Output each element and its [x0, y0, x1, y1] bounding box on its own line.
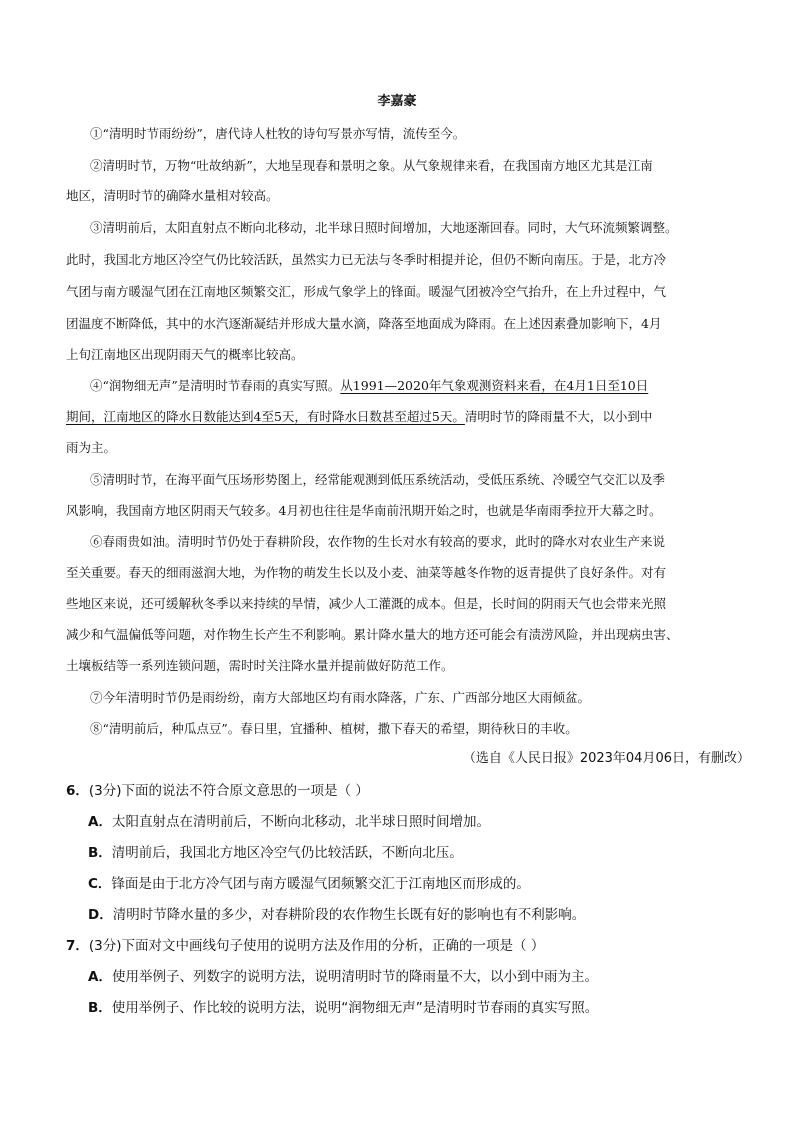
paragraph-4-tail: 清明时节的降雨量不大，以小到中 [464, 409, 653, 424]
question-6-number: 6． [66, 783, 89, 799]
paragraph-6-line-2: 至关重要。春天的细雨滋润大地，为作物的萌发生长以及小麦、油菜等越冬作物的返青提供了良好条件。对有 [66, 565, 667, 580]
option-label: B． [88, 845, 112, 861]
option-label: B． [88, 1000, 112, 1016]
option-label: C． [88, 876, 112, 892]
underlined-sentence-part-2: 期间，江南地区的降水日数能达到4至5天，有时降水日数甚至超过5天。 [66, 409, 465, 424]
option-text: 使用举例子、列数字的说明方法，说明清明时节的降雨量不大，以小到中雨为主。 [111, 969, 598, 985]
option-text: 太阳直射点在清明前后，不断向北移动，北半球日照时间增加。 [111, 814, 490, 830]
paragraph-3-line-4: 团温度不断降低，其中的水汽逐渐凝结并形成大量水滴，降落至地面成为降雨。在上述因素叠加影响下，4月 [66, 316, 662, 331]
paragraph-2-line-2: 地区，清明时节的确降水量相对较高。 [66, 188, 279, 203]
option-text: 清明时节降水量的多少，对春耕阶段的农作物生长既有好的影响也有不利影响。 [112, 907, 586, 923]
paragraph-3-line-5: 上旬江南地区出现阴雨天气的概率比较高。 [66, 347, 304, 362]
author-name: 李嘉豪 [377, 94, 417, 109]
paragraph-3-line-3: 气团与南方暖湿气团在江南地区频繁交汇，形成气象学上的锋面。暖湿气团被冷空气抬升，在上升过程中，气 [66, 284, 667, 299]
paragraph-5-line-1: ⑤清明时节，在海平面气压场形势图上，经常能观测到低压系统活动，受低压系统、冷暖空气交汇以及季 [90, 472, 666, 487]
source-citation: （选自《人民日报》2023年04月06日，有删改） [462, 751, 750, 766]
question-6-option-b[interactable] [88, 843, 748, 863]
question-7-text: (3分)下面对文中画线句子使用的说明方法及作用的分析，正确的一项是（ ） [88, 938, 545, 954]
option-text: 锋面是由于北方冷气团与南方暖湿气团频繁交汇于江南地区而形成的。 [111, 876, 530, 892]
question-6-stem [66, 781, 746, 801]
paragraph-1-line-1: ①“清明时节雨纷纷”，唐代诗人杜牧的诗句写景亦写情，流传至今。 [90, 126, 466, 141]
option-text: 使用举例子、作比较的说明方法，说明“润物细无声”是清明时节春雨的真实写照。 [111, 1000, 599, 1016]
paragraph-2-line-1: ②清明时节，万物“吐故纳新”，大地呈现春和景明之象。从气象规律来看，在我国南方地区尤其是江南 [90, 158, 653, 173]
question-7-number: 7． [66, 938, 89, 954]
underlined-sentence-part-1: 从1991—2020年气象观测资料来看，在4月1日至10日 [340, 378, 649, 393]
paragraph-6-line-4: 减少和气温偏低等问题，对作物生长产生不利影响。累计降水量大的地方还可能会有渍涝风险，并出现病虫害、 [66, 627, 679, 642]
paragraph-4-lead: ④“润物细无声”是清明时节春雨的真实写照。 [90, 378, 341, 393]
option-label: A． [88, 969, 112, 985]
paragraph-8-line-1: ⑧“清明前后，种瓜点豆”。春日里，宜播种、植树，撒下春天的希望，期待秋日的丰收。 [90, 721, 578, 736]
paragraph-4-line-1 [90, 376, 730, 396]
paragraph-4-line-3: 雨为主。 [66, 440, 117, 455]
paragraph-3-line-2: 此时，我国北方地区冷空气仍比较活跃，虽然实力已无法与冬季时相提并论，但仍不断向南压。于是，北方冷 [66, 252, 667, 267]
question-6-option-a[interactable] [88, 812, 748, 832]
paragraph-6-line-1: ⑥春雨贵如油。清明时节仍处于春耕阶段，农作物的生长对水有较高的要求，此时的降水对农业生产来说 [90, 534, 666, 549]
paragraph-6-line-5: 土壤板结等一系列连锁问题，需时时关注降水量并提前做好防范工作。 [66, 658, 454, 673]
paragraph-6-line-3: 些地区来说，还可缓解秋冬季以来持续的旱情，减少人工灌溉的成本。但是，长时间的阴雨天气也会带来光照 [66, 596, 667, 611]
question-6-option-c[interactable] [88, 874, 748, 894]
question-7-stem [66, 936, 746, 956]
paragraph-3-line-1: ③清明前后，太阳直射点不断向北移动，北半球日照时间增加，大地逐渐回春。同时，大气环流频繁调整。 [90, 220, 678, 235]
paragraph-5-line-2: 风影响，我国南方地区阴雨天气较多。4月初也往往是华南前汛期开始之时，也就是华南雨季拉开大幕之时。 [66, 503, 662, 518]
question-6-text: (3分)下面的说法不符合原文意思的一项是（ ） [88, 783, 369, 799]
option-label: D． [88, 907, 113, 923]
question-7-option-a[interactable] [88, 967, 748, 987]
paragraph-7-line-1: ⑦今年清明时节仍是雨纷纷，南方大部地区均有雨水降落，广东、广西部分地区大雨倾盆。 [90, 690, 591, 705]
question-7-option-b[interactable] [88, 998, 748, 1018]
option-text: 清明前后，我国北方地区冷空气仍比较活跃，不断向北压。 [111, 845, 463, 861]
question-6-option-d[interactable] [88, 905, 748, 925]
paragraph-4-line-2 [66, 407, 730, 427]
option-label: A． [88, 814, 112, 830]
